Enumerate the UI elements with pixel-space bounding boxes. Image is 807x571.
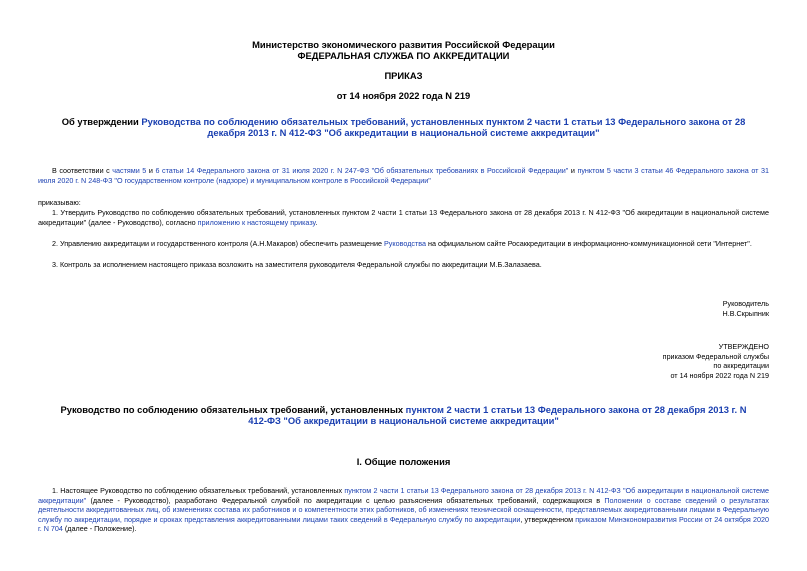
paragraph-1-text: (далее - Руководство), разработано Федеральной службой по аккредитации с целью разъяснения обязательных требований, содержащихся в [86, 495, 605, 505]
guide-title [55, 404, 752, 426]
signature-block [723, 299, 770, 318]
order-item-1-end: . [315, 217, 318, 227]
regulation-link[interactable]: Положении о составе сведений о результатах деятельности аккредитованных лиц, об изменениях состава их работников и о компетентности этих работников, об изменениях технической оснащенности, представляемых аккредитованными лицами в Федеральную службу по аккредитации, порядке и сроках представления аккредитованными лицами таких сведений в Федеральную службу по аккредитации [38, 495, 770, 524]
approval-line-2: приказом Федеральной службы [662, 351, 769, 361]
ministry-name: Министерство экономического развития Российской Федерации [252, 39, 555, 50]
paragraph-1-end: (далее - Положение). [62, 524, 137, 534]
order-item-1 [38, 208, 769, 227]
doc-date: от 14 ноября 2022 года N 219 [336, 90, 471, 101]
guide-title-text: Руководство по соблюдению обязательных требований, установленных [60, 404, 406, 415]
order-item-2-end: на официальном сайте Росаккредитации в информационно-коммуникационной сети "Интернет". [426, 239, 752, 248]
order-item-3: 3. Контроль за исполнением настоящего приказа возложить на заместителя руководителя Федеральной службы по аккредитации М.Б.Залазаева. [52, 260, 542, 269]
preamble-link-parts-5[interactable]: частями 5 [112, 166, 147, 175]
paragraph-1-law-link[interactable]: пунктом 2 части 1 статьи 13 Федерального закона от 28 декабря 2013 г. N 412-ФЗ "Об аккредитации в национальной системе аккредитации" [38, 486, 769, 505]
doc-title [60, 116, 747, 138]
approval-line-3: по аккредитации [713, 361, 769, 371]
order-word: приказываю: [38, 198, 81, 207]
preamble [38, 166, 769, 185]
order-item-2 [38, 239, 769, 249]
service-name: ФЕДЕРАЛЬНАЯ СЛУЖБА ПО АККРЕДИТАЦИИ [297, 50, 510, 61]
paragraph-1 [38, 486, 769, 534]
document-header [38, 39, 769, 101]
order-item-2-text: 2. Управлению аккредитации и государственного контроля (А.Н.Макаров) обеспечить размещение [52, 239, 385, 248]
paragraph-1-text: 1. Настоящее Руководство по соблюдению обязательных требований, установленных [52, 486, 345, 495]
doc-title-text: Об утверждении [61, 116, 142, 127]
order-704-link[interactable]: приказом Минэкономразвития России от 24 октября 2020 г. N 704 [38, 514, 769, 534]
signature-role: Руководитель [722, 299, 769, 308]
section-heading: I. Общие положения [356, 456, 451, 467]
appendix-link[interactable]: приложению к настоящему приказу [197, 217, 316, 227]
preamble-text: и [146, 166, 156, 175]
approval-line-1: УТВЕРЖДЕНО [718, 342, 769, 351]
approval-block [663, 342, 769, 380]
approval-line-4: от 14 ноября 2022 года N 219 [670, 370, 769, 380]
preamble-link-law-247[interactable]: 6 статьи 14 Федерального закона от 31 июля 2020 г. N 247-ФЗ "Об обязательных требованиях в Российской Федерации" [155, 166, 569, 175]
guide-link[interactable]: Руководства [384, 239, 427, 248]
preamble-text: и [568, 166, 578, 175]
doc-title-link[interactable]: Руководства по соблюдению обязательных требований, установленных пунктом 2 части 1 статьи 13 Федерального закона от 28 декабря 2013 г. N 412-ФЗ "Об аккредитации в национальной системе аккредитации" [141, 116, 746, 138]
preamble-link-law-248[interactable]: пунктом 5 части 3 статьи 46 Федерального закона от 31 июля 2020 г. N 248-ФЗ "О государственном контроле (надзоре) и муниципальном контроле в Российской Федерации" [38, 166, 770, 185]
paragraph-1-text: , утвержденном [520, 514, 576, 524]
doc-type: ПРИКАЗ [384, 70, 423, 81]
signature-name: Н.В.Скрыпник [722, 308, 769, 318]
guide-title-link[interactable]: пунктом 2 части 1 статьи 13 Федерального закона от 28 декабря 2013 г. N 412-ФЗ "Об аккредитации в национальной системе аккредитации" [248, 404, 747, 426]
order-item-1-text: 1. Утвердить Руководство по соблюдению обязательных требований, установленных пунктом 2 части 1 статьи 13 Федерального закона от 28 декабря 2013 г. N 412-ФЗ "Об аккредитации в национальной системе аккредитации" (далее - Руководство), согласно [38, 208, 769, 227]
preamble-text: В соответствии с [52, 166, 113, 175]
